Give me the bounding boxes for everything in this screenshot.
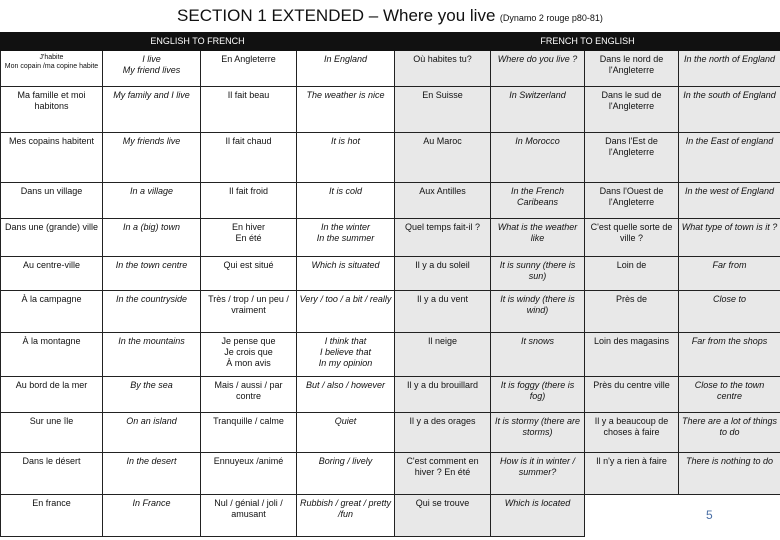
- table-row: [1, 291, 780, 333]
- table-row: [1, 87, 780, 133]
- table-cell: In the winter In the summer: [297, 219, 395, 257]
- table-cell: Au bord de la mer: [1, 377, 103, 413]
- table-cell: The weather is nice: [297, 87, 395, 133]
- table-cell: It is stormy (there are storms): [491, 413, 585, 453]
- table-cell: Mes copains habitent: [1, 133, 103, 183]
- table-cell: I think that I believe that In my opinion: [297, 333, 395, 377]
- table-cell: Loin de: [585, 257, 679, 291]
- table-row: [1, 219, 780, 257]
- page-title: [0, 0, 780, 32]
- table-cell: In the French Caribeans: [491, 183, 585, 219]
- table-cell: À la montagne: [1, 333, 103, 377]
- table-cell: Au Maroc: [395, 133, 491, 183]
- table-cell: Rubbish / great / pretty /fun: [297, 495, 395, 537]
- table-cell: Il fait froid: [201, 183, 297, 219]
- table-cell: In the desert: [103, 453, 201, 495]
- page-number: 5: [706, 508, 713, 522]
- table-cell: In the town centre: [103, 257, 201, 291]
- table-cell: Loin des magasins: [585, 333, 679, 377]
- table-cell: Ma famille et moi habitons: [1, 87, 103, 133]
- table-cell: En Angleterre: [201, 51, 297, 87]
- table-cell: [585, 495, 679, 537]
- table-cell: Il y a des orages: [395, 413, 491, 453]
- table-cell: Ennuyeux /animé: [201, 453, 297, 495]
- table-cell: It is hot: [297, 133, 395, 183]
- table-cell: Close to: [679, 291, 780, 333]
- table-cell: J'habite Mon copain /ma copine habite: [1, 51, 103, 87]
- table-row: [1, 413, 780, 453]
- table-cell: Dans l'Est de l'Angleterre: [585, 133, 679, 183]
- table-cell: Tranquille / calme: [201, 413, 297, 453]
- table-cell: Dans l'Ouest de l'Angleterre: [585, 183, 679, 219]
- table-cell: Sur une île: [1, 413, 103, 453]
- table-cell: [679, 495, 780, 537]
- table-cell: Far from the shops: [679, 333, 780, 377]
- table-cell: In a village: [103, 183, 201, 219]
- table-cell: Dans un village: [1, 183, 103, 219]
- table-cell: In England: [297, 51, 395, 87]
- table-row: [1, 257, 780, 291]
- table-cell: I live My friend lives: [103, 51, 201, 87]
- table-cell: En Suisse: [395, 87, 491, 133]
- table-cell: On an island: [103, 413, 201, 453]
- table-row: [1, 183, 780, 219]
- table-cell: Très / trop / un peu / vraiment: [201, 291, 297, 333]
- table-cell: What is the weather like: [491, 219, 585, 257]
- vocab-table: [0, 32, 780, 537]
- table-cell: Quel temps fait-il ?: [395, 219, 491, 257]
- title-main: SECTION 1 EXTENDED – Where you live: [177, 6, 496, 25]
- table-row: [1, 333, 780, 377]
- header-english-to-french: ENGLISH TO FRENCH: [1, 33, 395, 51]
- table-cell: There are a lot of things to do: [679, 413, 780, 453]
- table-cell: Which is located: [491, 495, 585, 537]
- table-cell: In Switzerland: [491, 87, 585, 133]
- table-cell: Près du centre ville: [585, 377, 679, 413]
- table-cell: Qui se trouve: [395, 495, 491, 537]
- table-cell: Au centre-ville: [1, 257, 103, 291]
- table-cell: In the East of england: [679, 133, 780, 183]
- table-cell: Il fait beau: [201, 87, 297, 133]
- table-cell: In France: [103, 495, 201, 537]
- table-cell: Aux Antilles: [395, 183, 491, 219]
- table-cell: Il fait chaud: [201, 133, 297, 183]
- table-cell: It is sunny (there is sun): [491, 257, 585, 291]
- table-cell: Where do you live ?: [491, 51, 585, 87]
- table-cell: Où habites tu?: [395, 51, 491, 87]
- table-cell: In the mountains: [103, 333, 201, 377]
- table-cell: Il n'y a rien à faire: [585, 453, 679, 495]
- table-cell: Boring / lively: [297, 453, 395, 495]
- table-cell: It is windy (there is wind): [491, 291, 585, 333]
- table-cell: It is cold: [297, 183, 395, 219]
- table-cell: But / also / however: [297, 377, 395, 413]
- table-cell: Près de: [585, 291, 679, 333]
- table-cell: Qui est situé: [201, 257, 297, 291]
- table-cell: By the sea: [103, 377, 201, 413]
- table-cell: There is nothing to do: [679, 453, 780, 495]
- table-cell: My family and I live: [103, 87, 201, 133]
- table-cell: Il y a du vent: [395, 291, 491, 333]
- table-cell: Mais / aussi / par contre: [201, 377, 297, 413]
- table-cell: Il y a du brouillard: [395, 377, 491, 413]
- table-cell: In the west of England: [679, 183, 780, 219]
- table-cell: In the countryside: [103, 291, 201, 333]
- table-cell: Il neige: [395, 333, 491, 377]
- table-cell: In a (big) town: [103, 219, 201, 257]
- table-cell: En france: [1, 495, 103, 537]
- table-cell: In Morocco: [491, 133, 585, 183]
- table-cell: Je pense que Je crois que À mon avis: [201, 333, 297, 377]
- table-row: [1, 453, 780, 495]
- header-french-to-english: FRENCH TO ENGLISH: [395, 33, 780, 51]
- table-cell: It snows: [491, 333, 585, 377]
- title-subtitle: (Dynamo 2 rouge p80-81): [499, 13, 603, 23]
- table-cell: How is it in winter / summer?: [491, 453, 585, 495]
- table-cell: Dans une (grande) ville: [1, 219, 103, 257]
- table-cell: C'est comment en hiver ? En été: [395, 453, 491, 495]
- table-row: [1, 133, 780, 183]
- table-cell: Which is situated: [297, 257, 395, 291]
- table-cell: In the north of England: [679, 51, 780, 87]
- table-cell: My friends live: [103, 133, 201, 183]
- table-cell: Dans le nord de l'Angleterre: [585, 51, 679, 87]
- table-cell: Far from: [679, 257, 780, 291]
- table-row: [1, 495, 780, 537]
- header-row: [1, 33, 780, 51]
- table-cell: Il y a du soleil: [395, 257, 491, 291]
- table-row: [1, 377, 780, 413]
- table-cell: À la campagne: [1, 291, 103, 333]
- table-cell: Very / too / a bit / really: [297, 291, 395, 333]
- table-cell: Il y a beaucoup de choses à faire: [585, 413, 679, 453]
- table-cell: Nul / génial / joli / amusant: [201, 495, 297, 537]
- table-cell: What type of town is it ?: [679, 219, 780, 257]
- table-cell: Quiet: [297, 413, 395, 453]
- table-cell: It is foggy (there is fog): [491, 377, 585, 413]
- table-cell: Dans le désert: [1, 453, 103, 495]
- table-cell: Dans le sud de l'Angleterre: [585, 87, 679, 133]
- table-cell: Close to the town centre: [679, 377, 780, 413]
- table-cell: C'est quelle sorte de ville ?: [585, 219, 679, 257]
- table-cell: En hiver En été: [201, 219, 297, 257]
- table-cell: In the south of England: [679, 87, 780, 133]
- table-row: [1, 51, 780, 87]
